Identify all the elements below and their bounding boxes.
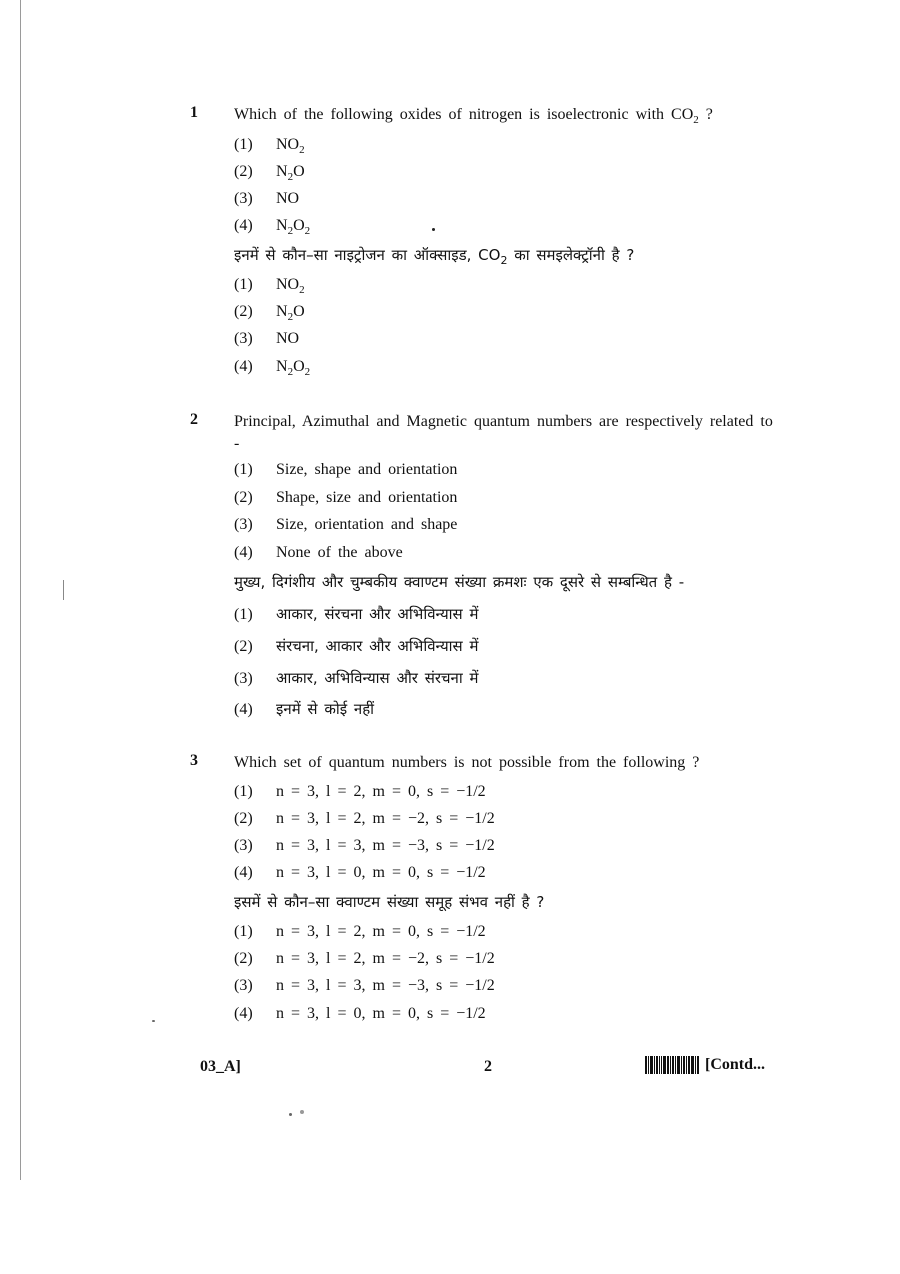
question-text-hindi: इनमें से कौन–सा नाइट्रोजन का ऑक्साइड, $CO_2$ का समइलेक्ट्रॉनी है ? [234, 246, 635, 267]
option: (1) $NO_2$ [234, 136, 305, 156]
option: (3) NO [234, 330, 300, 347]
option: (3) Size, orientation and shape [234, 516, 458, 533]
option: (4) n = 3, l = 0, m = 0, s = −1/2 [234, 864, 486, 881]
option: (3) n = 3, l = 3, m = −3, s = −1/2 [234, 837, 495, 854]
option: (1) Size, shape and orientation [234, 461, 458, 478]
option: (2) $N_2O$ [234, 163, 305, 183]
barcode-icon [645, 1056, 700, 1074]
option: (2) $N_2O$ [234, 303, 305, 323]
question-number: 1 [190, 104, 198, 121]
option: (3) NO [234, 190, 300, 207]
option: (4) $N_2O_2$ [234, 358, 311, 378]
question-text-english: Which of the following oxides of nitrogen is isoelectronic with $CO_2$ ? [234, 106, 713, 126]
page-number: 2 [484, 1058, 492, 1075]
option: (1) आकार, संरचना और अभिविन्यास में [234, 605, 479, 623]
footer-continued [645, 1056, 765, 1074]
option: (2) n = 3, l = 2, m = −2, s = −1/2 [234, 810, 495, 827]
option: (2) Shape, size and orientation [234, 489, 458, 506]
question-text-hindi: इसमें से कौन–सा क्वाण्टम संख्या समूह संभव नहीं है ? [234, 893, 545, 911]
question-number: 2 [190, 411, 198, 428]
scan-speck [63, 580, 64, 600]
paper-code: 03_A] [200, 1058, 241, 1075]
page-margin-line [20, 0, 21, 1180]
option: (1) n = 3, l = 2, m = 0, s = −1/2 [234, 923, 486, 940]
option: (4) इनमें से कोई नहीं [234, 700, 375, 718]
scan-speck [300, 1110, 304, 1114]
option: (3) आकार, अभिविन्यास और संरचना में [234, 669, 479, 687]
option: (4) n = 3, l = 0, m = 0, s = −1/2 [234, 1005, 486, 1022]
question-text-english: Principal, Azimuthal and Magnetic quantum numbers are respectively related to - [234, 413, 773, 452]
scan-speck [289, 1113, 292, 1116]
option: (3) n = 3, l = 3, m = −3, s = −1/2 [234, 977, 495, 994]
option: (4) None of the above [234, 544, 403, 561]
scan-speck [432, 228, 435, 231]
option: (1) $NO_2$ [234, 276, 305, 296]
continued-label: [Contd... [705, 1056, 766, 1073]
question-text-english: Which set of quantum numbers is not possible from the following ? [234, 754, 700, 771]
question-text-hindi: मुख्य, दिगंशीय और चुम्बकीय क्वाण्टम संख्या क्रमशः एक दूसरे से सम्बन्धित है - [234, 573, 685, 591]
option: (2) संरचना, आकार और अभिविन्यास में [234, 637, 479, 655]
question-number: 3 [190, 752, 198, 769]
option: (1) n = 3, l = 2, m = 0, s = −1/2 [234, 783, 486, 800]
option: (4) $N_2O_2$ [234, 217, 311, 237]
option: (2) n = 3, l = 2, m = −2, s = −1/2 [234, 950, 495, 967]
scan-speck [152, 1020, 155, 1022]
